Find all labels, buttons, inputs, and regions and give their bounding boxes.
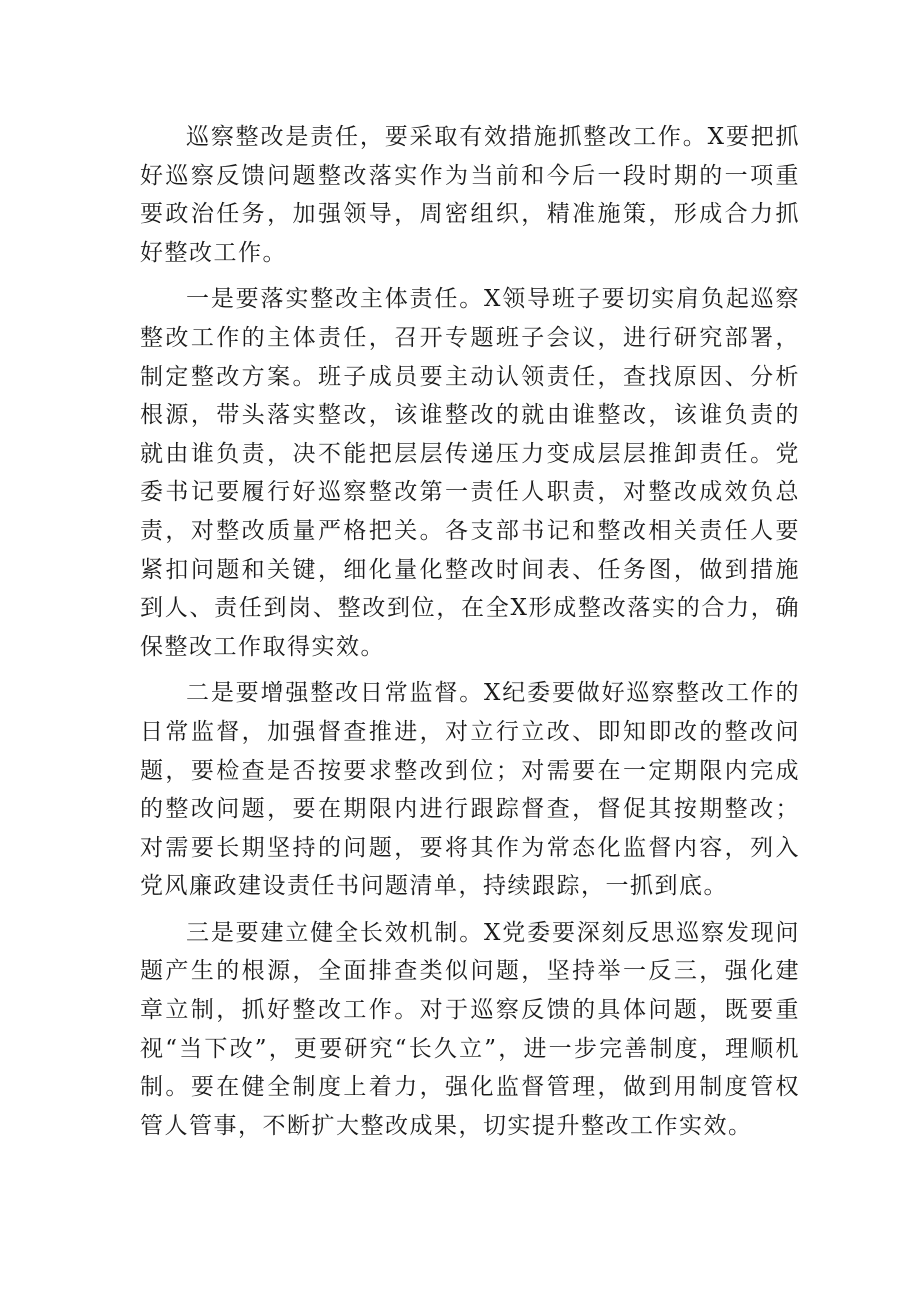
paragraph-intro: 巡察整改是责任，要采取有效措施抓整改工作。X要把抓好巡察反馈问题整改落实作为当前和今后一段时期的一项重要政治任务，加强领导，周密组织，精准施策，形成合力抓好整改工作。 — [140, 124, 800, 266]
paragraph-point-two: 二是要增强整改日常监督。X纪委要做好巡察整改工作的日常监督，加强督查推进，对立行立改、即知即改的整改问题，要检查是否按要求整改到位；对需要在一定期限内完成的整改问题，要在期限内进行跟踪督查，督促其按期整改；对需要长期坚持的问题，要将其作为常态化监督内容，列入党风廉政建设责任书问题清单，持续跟踪，一抓到底。 — [140, 680, 800, 900]
paragraph-point-one: 一是要落实整改主体责任。X领导班子要切实肩负起巡察整改工作的主体责任，召开专题班子会议，进行研究部署，制定整改方案。班子成员要主动认领责任，查找原因、分析根源，带头落实整改，该谁整改的就由谁整改，该谁负责的就由谁负责，决不能把层层传递压力变成层层推卸责任。党委书记要履行好巡察整改第一责任人职责，对整改成效负总责，对整改质量严格把关。各支部书记和整改相关责任人要紧扣问题和关键，细化量化整改时间表、任务图，做到措施到人、责任到岗、整改到位，在全X形成整改落实的合力，确保整改工作取得实效。 — [140, 286, 800, 660]
paragraph-point-three: 三是要建立健全长效机制。X党委要深刻反思巡察发现问题产生的根源，全面排查类似问题，坚持举一反三，强化建章立制，抓好整改工作。对于巡察反馈的具体问题，既要重视“当下改”，更要研究“长久立”，进一步完善制度，理顺机制。要在健全制度上着力，强化监督管理，做到用制度管权管人管事，不断扩大整改成果，切实提升整改工作实效。 — [140, 919, 800, 1139]
document-body — [140, 118, 800, 1153]
